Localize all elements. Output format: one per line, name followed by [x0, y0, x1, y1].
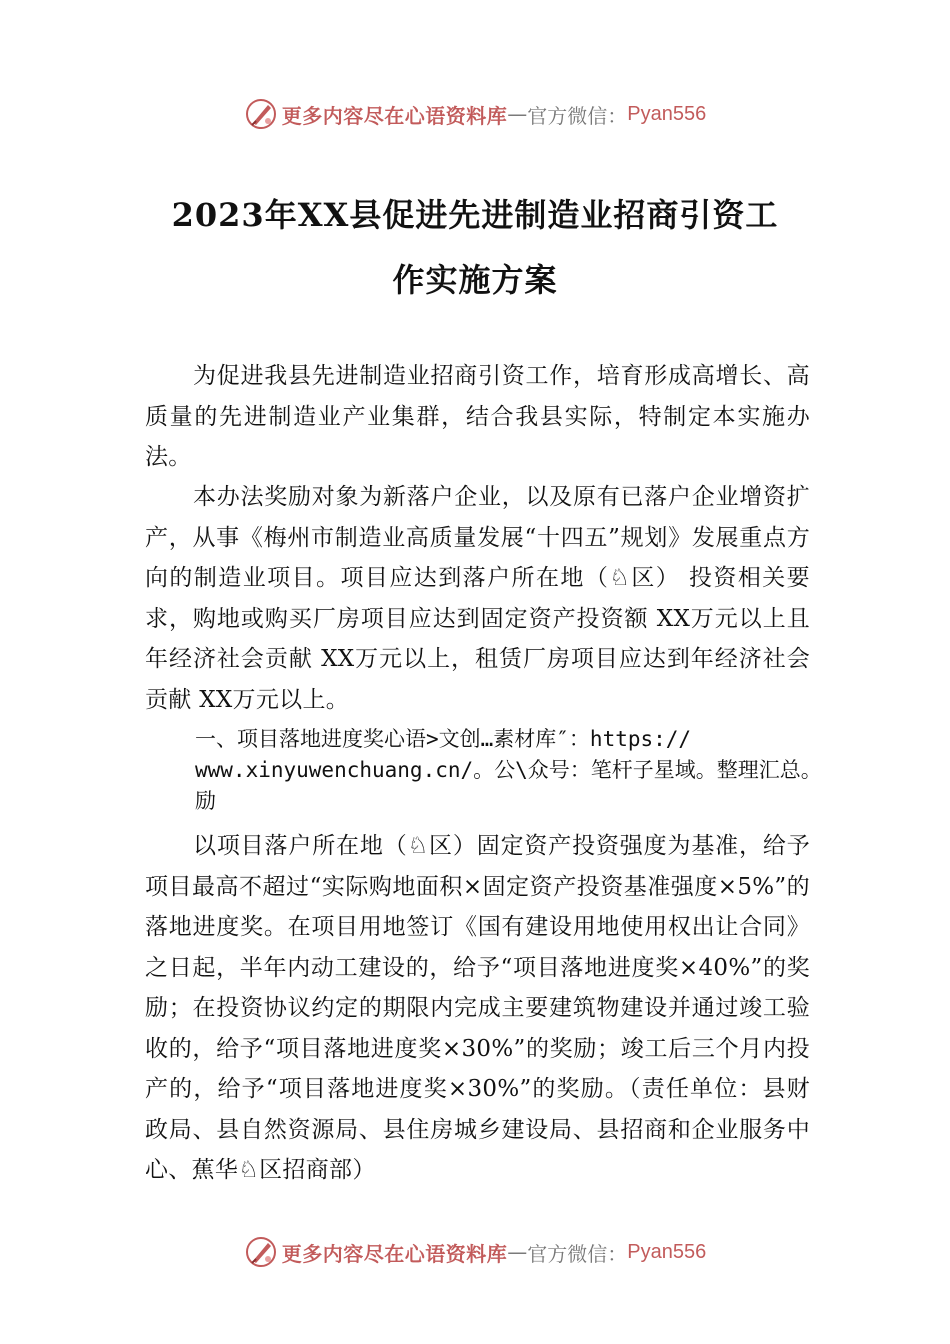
banner-wechat-id: Pyan556: [627, 102, 707, 125]
banner-text: 更多内容尽在心语资料库: [281, 103, 508, 128]
banner-wechat-label: 官方微信：: [527, 103, 628, 128]
banner-wechat-label: 官方微信：: [527, 1241, 628, 1266]
paragraph-reward: [145, 826, 810, 1191]
banner-wechat-id: Pyan556: [627, 1240, 707, 1263]
document-title-line-2: 作实施方案: [392, 261, 558, 299]
paragraph-text: 本办法奖励对象为新落户企业，以及原有已落户企业增资扩产，从事《梅州市制造业高质量发展“十四五”规划》发展重点方向的制造业项目。项目应达到落户所在地（♘区） 投资相关要求，购地或购买厂房项目应达到固定资产投资额 XX万元以上且年经济社会贡献 XX万元以上，租赁厂房项目应达到年经济社会贡献 XX万元以上。: [145, 484, 810, 713]
document-title-line-1: 2023年XX县促进先进制造业招商引资工: [171, 196, 779, 234]
quill-pen-logo-icon: [244, 97, 278, 131]
banner-separator: —: [507, 1240, 528, 1264]
paragraph-text: 为促进我县先进制造业招商引资工作，培育形成高增长、高质量的先进制造业产业集群，结合我县实际，特制定本实施办法。: [145, 363, 810, 470]
paragraph-intro: [145, 356, 810, 478]
section-heading-1: 一、项目落地进度奖心语>文创…素材库″：https:// www.xinyuwenchuang.cn/。公\众号：笔杆子星域。整理汇总。励: [195, 727, 822, 813]
banner-separator: —: [507, 102, 528, 126]
banner-text: 更多内容尽在心语资料库: [281, 1241, 508, 1266]
paragraph-text: 以项目落户所在地（♘区）固定资产投资强度为基准，给予项目最高不超过“实际购地面积×固定资产投资基准强度×5%”的落地进度奖。在项目用地签订《国有建设用地使用权出让合同》之日起，半年内动工建设的，给予“项目落地进度奖×40%”的奖励；在投资协议约定的期限内完成主要建筑物建设并通过竣工验收的，给予“项目落地进度奖×30%”的奖励；竣工后三个月内投产的，给予“项目落地进度奖×30%”的奖励。（责任单位：县财政局、县自然资源局、县住房城乡建设局、县招商和企业服务中心、蕉华♘区招商部）: [145, 833, 810, 1183]
paragraph-scope: [145, 477, 810, 720]
header-banner: [0, 94, 950, 134]
footer-banner: [0, 1232, 950, 1272]
quill-pen-logo-icon: [244, 1235, 278, 1269]
